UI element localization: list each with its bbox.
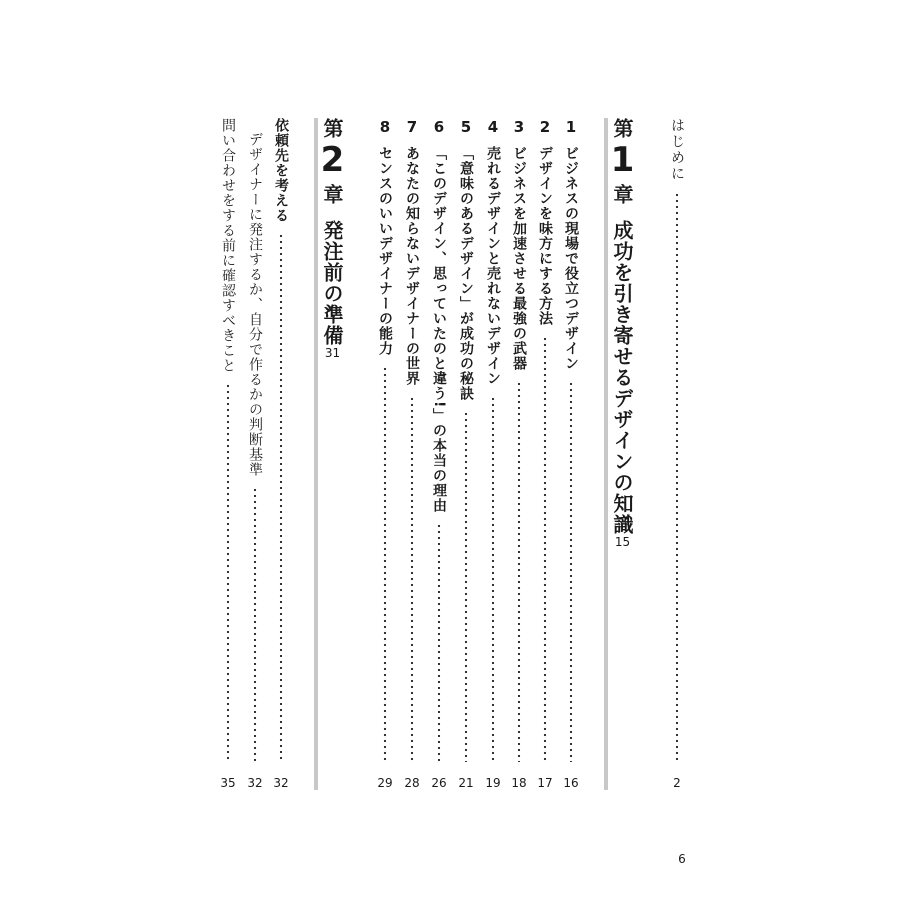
chapter-page: 15 [614, 535, 631, 549]
chapter-2-heading [314, 118, 358, 790]
entry-page: 32 [247, 776, 263, 790]
toc-entry-1-5 [453, 118, 479, 790]
dot-leader [532, 336, 558, 762]
entry-title: 売れるデザインと売れないデザイン [485, 146, 501, 386]
entry-title: 依頼先を考える [273, 118, 289, 223]
toc-entry-1-3 [506, 118, 532, 790]
dot-leader [372, 366, 398, 762]
entry-page: 29 [377, 776, 393, 790]
toc-entry-2-sub-1 [242, 118, 268, 790]
entry-title: 「このデザイン、思っていたのと違う!」の本当の理由 [431, 146, 447, 514]
toc-entry-2-sub-2 [215, 118, 241, 790]
chapter-word: 章 [610, 184, 634, 204]
entry-title: 問い合わせをする前に確認すべきこと [220, 118, 236, 373]
dot-leader [558, 381, 584, 762]
dot-leader [506, 381, 532, 762]
toc-entry-1-8 [372, 118, 398, 790]
toc-entry-2-section [268, 118, 294, 790]
entry-title: あなたの知らないデザイナーの世界 [404, 146, 420, 386]
dot-leader [480, 396, 506, 762]
item-number: 6 [433, 118, 445, 136]
toc-entry-1-6 [426, 118, 452, 790]
toc-entry-1-4 [480, 118, 506, 790]
entry-title: ビジネスの現場で役立つデザイン [563, 146, 579, 371]
item-number: 4 [487, 118, 499, 136]
chapter-word: 章 [320, 184, 344, 204]
chapter-label: 第 [320, 118, 344, 138]
entry-title: はじめに [669, 118, 685, 182]
item-number: 2 [539, 118, 551, 136]
page-number: 6 [678, 852, 686, 866]
entry-page: 2 [673, 776, 681, 790]
dot-leader [426, 523, 452, 762]
entry-page: 18 [511, 776, 527, 790]
toc-entry-intro [664, 118, 690, 790]
chapter-title: 成功を引き寄せるデザインの知識 [610, 220, 634, 535]
item-number: 5 [460, 118, 472, 136]
entry-title: 「意味のあるデザイン」が成功の秘訣 [458, 146, 474, 401]
dot-leader [453, 411, 479, 762]
entry-page: 16 [563, 776, 579, 790]
chapter-page: 31 [324, 346, 341, 360]
chapter-number: 1 [610, 140, 635, 180]
toc-entry-1-7 [399, 118, 425, 790]
entry-page: 26 [431, 776, 447, 790]
chapter-number: 2 [320, 140, 345, 180]
entry-page: 32 [273, 776, 289, 790]
toc-entry-1-2 [532, 118, 558, 790]
dot-leader [664, 192, 690, 762]
entry-page: 28 [404, 776, 420, 790]
item-number: 8 [379, 118, 391, 136]
entry-title: デザインを味方にする方法 [537, 146, 553, 326]
entry-page: 21 [458, 776, 474, 790]
chapter-1-heading [604, 118, 648, 790]
entry-title: センスのいいデザイナーの能力 [377, 146, 393, 356]
dot-leader [215, 383, 241, 762]
item-number: 3 [513, 118, 525, 136]
entry-title: ビジネスを加速させる最強の武器 [511, 146, 527, 371]
toc-entry-1-1 [558, 118, 584, 790]
entry-page: 35 [220, 776, 236, 790]
dot-leader [268, 233, 294, 762]
entry-title: デザイナーに発注するか、自分で作るかの判断基準 [247, 132, 263, 477]
item-number: 1 [565, 118, 577, 136]
entry-page: 19 [485, 776, 501, 790]
chapter-label: 第 [610, 118, 634, 138]
dot-leader [399, 396, 425, 762]
item-number: 7 [406, 118, 418, 136]
chapter-title: 発注前の準備 [320, 220, 344, 346]
dot-leader [242, 487, 268, 762]
entry-page: 17 [537, 776, 553, 790]
